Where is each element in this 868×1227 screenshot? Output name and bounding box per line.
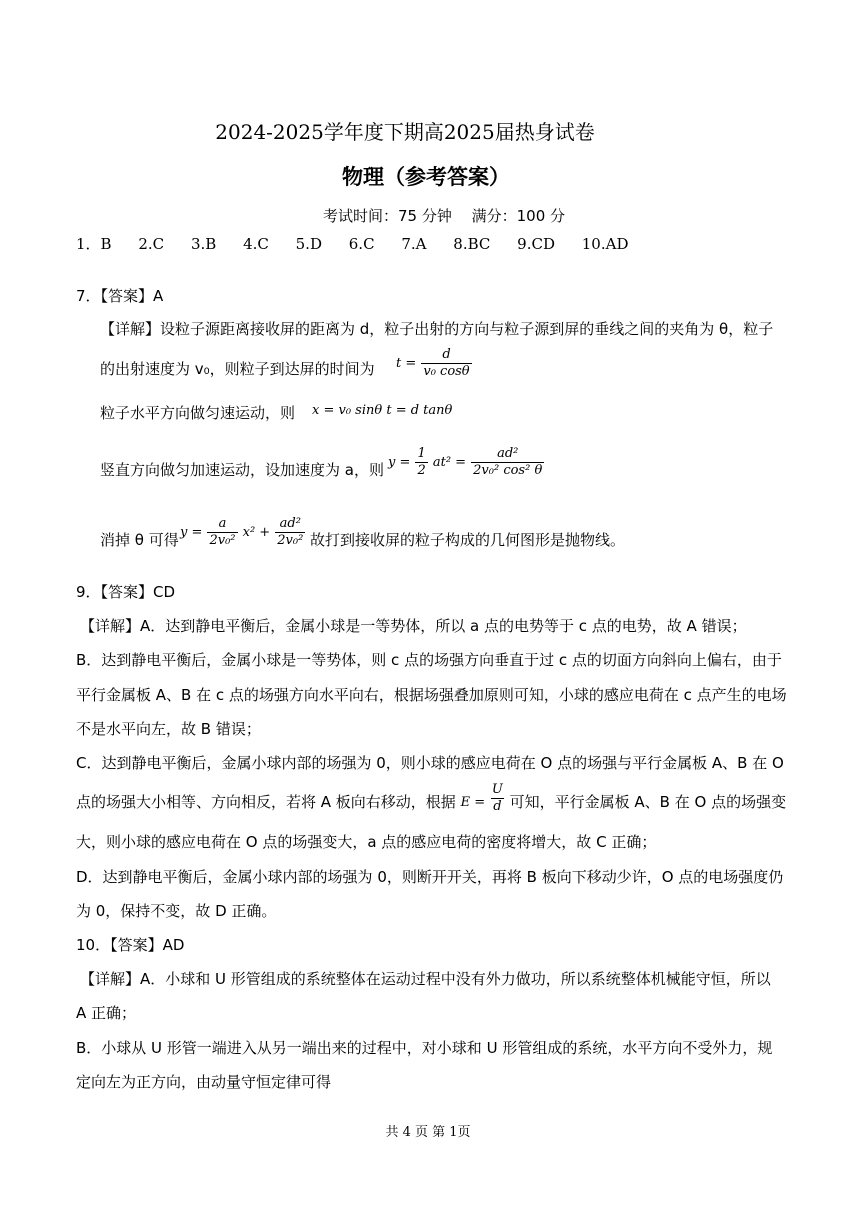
q9-detail-line bbox=[76, 782, 787, 815]
eq-fraction bbox=[490, 782, 505, 815]
q9-detail-line: 为 0，保持不变，故 D 正确。 bbox=[76, 902, 277, 920]
document-subtitle: 物理（参考答案） bbox=[342, 165, 510, 189]
eq-lhs: y = bbox=[388, 455, 411, 470]
q7-detail-line: 消掉 θ 可得 bbox=[100, 531, 179, 549]
eq-term: x² + bbox=[242, 525, 271, 540]
eq-lhs: y = bbox=[180, 525, 203, 540]
eq-fraction bbox=[421, 347, 471, 380]
eq-numerator: ad² bbox=[497, 446, 519, 461]
q7-detail-line: 粒子水平方向做匀速运动，则 bbox=[100, 404, 296, 422]
eq-numerator: ad² bbox=[279, 516, 301, 531]
answer-key-item: 6.C bbox=[348, 235, 375, 253]
q10-detail-line: 【详解】A．小球和 U 形管组成的系统整体在运动过程中没有外力做功，所以系统整体机械能守恒，所以 bbox=[80, 970, 771, 988]
eq-denominator: v₀ cosθ bbox=[423, 364, 470, 379]
answer-key bbox=[76, 233, 650, 254]
eq-lhs: E = bbox=[460, 795, 486, 810]
q10-detail-line: B．小球从 U 形管一端进入从另一端出来的过程中，对小球和 U 形管组成的系统，水平方向不受外力，规 bbox=[76, 1039, 773, 1057]
eq-denominator: 2 bbox=[417, 463, 426, 478]
answer-key-item: 1．B bbox=[76, 235, 112, 253]
eq-denominator: d bbox=[493, 799, 502, 814]
answer-key-item: 8.BC bbox=[453, 235, 491, 253]
eq-denominator: 2v₀² bbox=[209, 533, 236, 548]
q7-detail-line: 的出射速度为 v₀，则粒子到达屏的时间为 bbox=[100, 360, 375, 378]
q9-line-part: 点的场强大小相等、方向相反，若将 A 板向右移动，根据 bbox=[76, 793, 456, 811]
answer-key-item: 5.D bbox=[295, 235, 322, 253]
eq-denominator: 2v₀² bbox=[277, 533, 304, 548]
eq-fraction bbox=[207, 516, 237, 549]
eq-numerator: 1 bbox=[417, 446, 426, 461]
q7-detail-line: 【详解】设粒子源距离接收屏的距离为 d，粒子出射的方向与粒子源到屏的垂线之间的夹角为 θ，粒子 bbox=[100, 320, 774, 338]
q9-detail-line: 不是水平向左，故 B 错误； bbox=[76, 720, 261, 738]
q9-line-part: 可知，平行金属板 A、B 在 O 点的场强变 bbox=[509, 793, 787, 811]
page-number: 共 4 页 第 1页 bbox=[385, 1125, 471, 1140]
q9-detail-line: B．达到静电平衡后，金属小球是一等势体，则 c 点的场强方向垂直于过 c 点的切面方向斜向上偏右，由于 bbox=[76, 651, 782, 669]
q10-detail-line: A 正确； bbox=[76, 1004, 137, 1022]
answer-key-item: 3.B bbox=[190, 235, 217, 253]
eq-numerator: d bbox=[442, 347, 451, 362]
q7-detail-line: 竖直方向做匀加速运动，设加速度为 a，则 bbox=[100, 461, 384, 479]
q7-answer: 7．【答案】A bbox=[76, 287, 164, 305]
document-title: 2024-2025学年度下期高2025届热身试卷 bbox=[215, 120, 595, 144]
eq-numerator: U bbox=[491, 782, 503, 797]
eq-fraction bbox=[471, 446, 544, 479]
eq-fraction bbox=[275, 516, 305, 549]
q7-x-equation: x = v₀ sinθ t = d tanθ bbox=[312, 403, 453, 418]
eq-fraction bbox=[415, 446, 427, 479]
q9-detail-line: 【详解】A．达到静电平衡后，金属小球是一等势体，所以 a 点的电势等于 c 点的电势，故 A 错误； bbox=[80, 617, 747, 635]
eq-numerator: a bbox=[218, 516, 227, 531]
q9-detail-line: C．达到静电平衡后，金属小球内部的场强为 0，则小球的感应电荷在 O 点的场强与平行金属板 A、B 在 O bbox=[76, 754, 784, 772]
q9-answer: 9．【答案】CD bbox=[76, 583, 176, 601]
answer-key-item: 7.A bbox=[401, 235, 427, 253]
q7-final-equation bbox=[180, 516, 305, 549]
eq-term: at² = bbox=[432, 455, 467, 470]
answer-key-item: 9.CD bbox=[517, 235, 555, 253]
q9-detail-line: 平行金属板 A、B 在 c 点的场强方向水平向右，根据场强叠加原则可知，小球的感应电荷在 c 点产生的电场 bbox=[76, 686, 787, 704]
q7-y-equation bbox=[388, 446, 544, 479]
answer-key-item: 4.C bbox=[243, 235, 269, 253]
answer-key-item: 10.AD bbox=[581, 235, 629, 253]
q7-conclusion: 故打到接收屏的粒子构成的几何图形是抛物线。 bbox=[310, 531, 626, 549]
eq-denominator: 2v₀² cos² θ bbox=[473, 463, 543, 478]
answer-key-item: 2.C bbox=[138, 235, 165, 253]
eq-lhs: t = bbox=[396, 356, 417, 371]
q9-detail-line: D．达到静电平衡后，金属小球内部的场强为 0，则断开开关，再将 B 板向下移动少许，O 点的电场强度仍 bbox=[76, 868, 784, 886]
exam-info: 考试时间：75 分钟 满分：100 分 bbox=[322, 207, 566, 225]
q9-detail-line: 大，则小球的感应电荷在 O 点的场强变大，a 点的感应电荷的密度将增大，故 C 正确； bbox=[76, 833, 657, 851]
q10-detail-line: 定向左为正方向，由动量守恒定律可得 bbox=[76, 1073, 332, 1091]
q10-answer: 10．【答案】AD bbox=[76, 936, 185, 954]
q7-time-equation bbox=[396, 347, 472, 380]
